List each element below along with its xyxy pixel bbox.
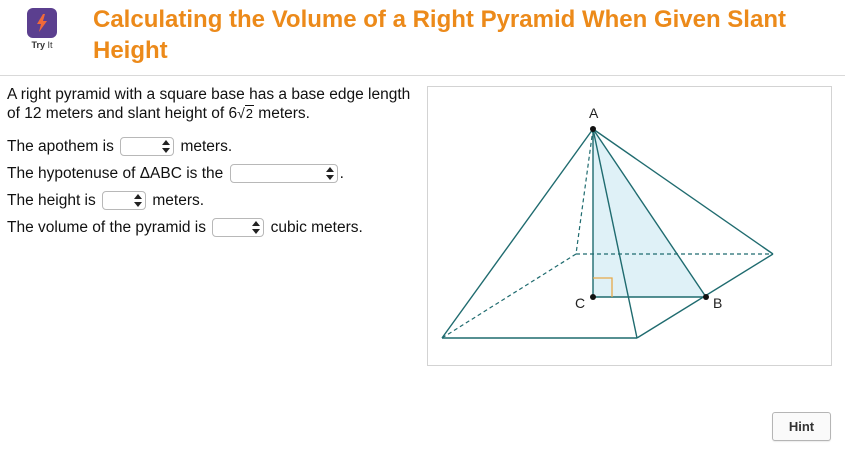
pyramid-diagram bbox=[428, 87, 831, 365]
height-question bbox=[7, 187, 417, 214]
hypotenuse-label: The hypotenuse of ΔABC is the bbox=[7, 165, 224, 182]
hidden-edge-apex-back bbox=[576, 129, 593, 254]
logo-label-text: It bbox=[47, 40, 53, 50]
try-it-logo bbox=[27, 8, 57, 38]
lateral-edge-left bbox=[442, 129, 593, 338]
volume-label: The volume of the pyramid is bbox=[7, 219, 207, 236]
dropdown-arrows-icon bbox=[326, 167, 334, 180]
logo-label-bold: Try bbox=[31, 40, 45, 50]
radicand: 2 bbox=[245, 106, 253, 121]
label-c: C bbox=[575, 295, 586, 311]
hypotenuse-question bbox=[7, 160, 417, 187]
height-dropdown[interactable] bbox=[102, 191, 146, 210]
hypotenuse-period: . bbox=[339, 165, 344, 182]
hidden-edge-back-left bbox=[442, 254, 576, 338]
dropdown-arrows-icon bbox=[134, 194, 142, 207]
lightning-icon bbox=[27, 8, 57, 38]
volume-dropdown[interactable] bbox=[212, 218, 264, 237]
problem-text: A right pyramid with a square base has a base edge length of 12 meters and slant height of 6 bbox=[7, 86, 411, 122]
label-b: B bbox=[713, 295, 723, 311]
apothem-dropdown[interactable] bbox=[120, 137, 174, 156]
header bbox=[0, 0, 845, 76]
pyramid-figure bbox=[427, 86, 832, 366]
volume-question bbox=[7, 214, 417, 241]
problem-text-end: meters. bbox=[254, 105, 310, 122]
point-a bbox=[590, 126, 596, 132]
problem-statement bbox=[7, 86, 417, 123]
logo-label bbox=[22, 40, 62, 50]
apothem-label: The apothem is bbox=[7, 138, 114, 155]
sqrt-expression: √2 bbox=[237, 105, 253, 121]
apothem-unit: meters. bbox=[180, 138, 233, 155]
point-c bbox=[590, 294, 596, 300]
hypotenuse-dropdown[interactable] bbox=[230, 164, 338, 183]
apothem-question bbox=[7, 133, 417, 160]
hint-button[interactable]: Hint bbox=[772, 412, 831, 441]
page-title: Calculating the Volume of a Right Pyramid When Given Slant Height bbox=[93, 6, 786, 64]
dropdown-arrows-icon bbox=[162, 140, 170, 153]
volume-unit: cubic meters. bbox=[270, 219, 363, 236]
dropdown-arrows-icon bbox=[252, 221, 260, 234]
height-label: The height is bbox=[7, 192, 96, 209]
label-a: A bbox=[589, 105, 599, 121]
point-b bbox=[703, 294, 709, 300]
height-unit: meters. bbox=[152, 192, 205, 209]
problem-panel bbox=[7, 86, 417, 241]
